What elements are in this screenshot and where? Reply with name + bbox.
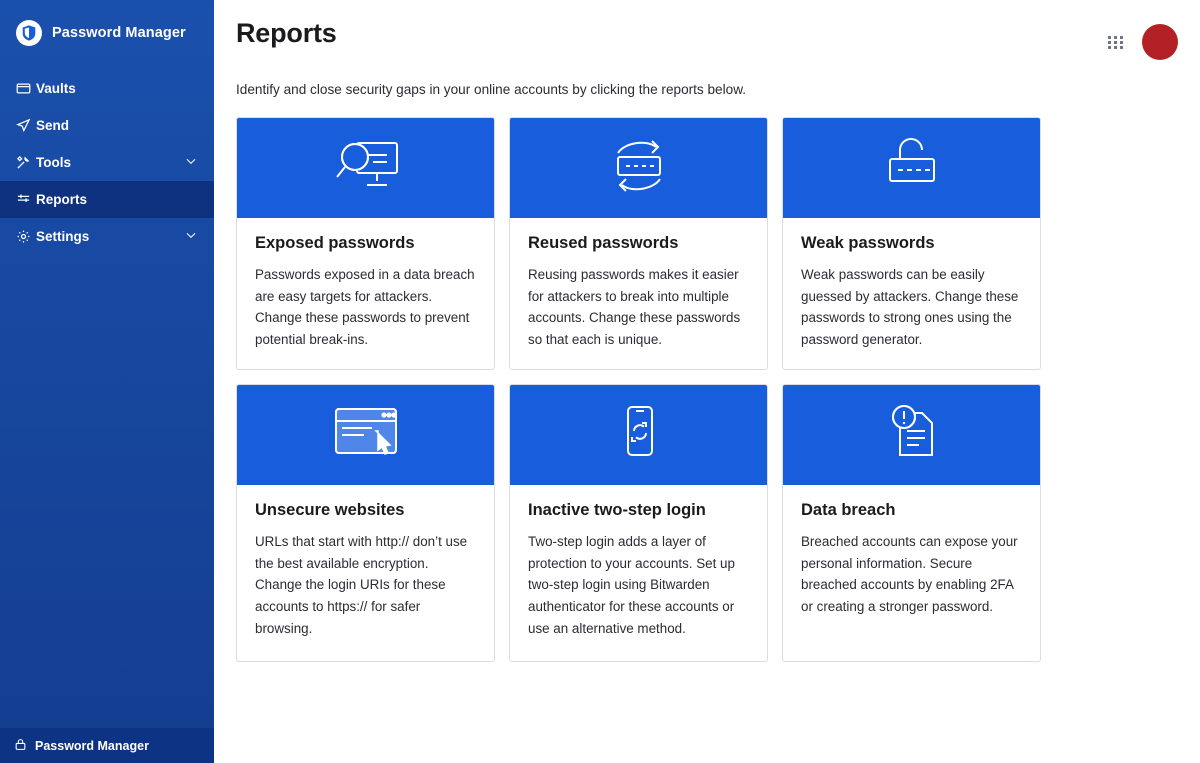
- main-content: [214, 0, 1200, 763]
- sidebar-item-vaults[interactable]: [0, 70, 214, 107]
- report-card-exposed-passwords[interactable]: [236, 117, 495, 370]
- card-text: Breached accounts can expose your personal information. Secure breached accounts by enabling 2FA or creating a stronger password.: [801, 533, 1018, 614]
- document-alert-icon: [876, 399, 948, 470]
- card-banner: [783, 118, 1040, 218]
- mobile-phone-refresh-icon: [609, 399, 669, 470]
- password-field-recycle-arrows-icon: [596, 135, 682, 202]
- card-body: [237, 218, 494, 369]
- apps-grid-icon[interactable]: [1108, 36, 1124, 49]
- card-body: [510, 218, 767, 369]
- card-text: Passwords exposed in a data breach are easy targets for attackers. Change these passwords to prevent potential break-ins.: [255, 267, 475, 348]
- vault-lock-icon: [16, 81, 36, 96]
- card-title: Inactive two-step login: [528, 500, 706, 519]
- sidebar-item-settings[interactable]: [0, 218, 214, 255]
- card-title: Exposed passwords: [255, 234, 415, 252]
- topbar: [214, 0, 1200, 72]
- chevron-down-icon: [184, 228, 198, 245]
- lock-icon: [14, 738, 27, 754]
- chevron-down-icon: [184, 154, 198, 171]
- reports-bars-icon: [16, 192, 36, 207]
- sidebar-footer-label: Password Manager: [35, 738, 149, 753]
- avatar[interactable]: [1142, 24, 1178, 60]
- magnifier-over-document-icon: [327, 135, 405, 202]
- card-title: Weak passwords: [801, 234, 935, 252]
- sidebar-item-send[interactable]: [0, 107, 214, 144]
- brand[interactable]: [0, 0, 214, 64]
- sidebar-product-switcher[interactable]: [0, 728, 214, 763]
- settings-gear-icon: [16, 229, 36, 244]
- report-card-data-breach[interactable]: [782, 384, 1041, 663]
- sidebar-item-label: Settings: [36, 229, 90, 244]
- bitwarden-shield-icon: [16, 20, 42, 46]
- sidebar-item-reports[interactable]: [0, 181, 214, 218]
- report-card-unsecure-websites[interactable]: [236, 384, 495, 663]
- card-body: [783, 485, 1040, 640]
- report-card-weak-passwords[interactable]: [782, 117, 1041, 370]
- card-body: [510, 485, 767, 662]
- page-subtitle: Identify and close security gaps in your online accounts by clicking the reports below.: [236, 82, 747, 97]
- card-banner: [237, 385, 494, 485]
- sidebar-item-label: Tools: [36, 155, 71, 170]
- brand-label: Password Manager: [52, 25, 186, 41]
- report-card-inactive-two-step-login[interactable]: [509, 384, 768, 663]
- card-title: Unsecure websites: [255, 500, 405, 519]
- card-body: [783, 218, 1040, 369]
- browser-window-cursor-icon: [320, 401, 412, 468]
- card-title: Data breach: [801, 500, 896, 519]
- reports-card-grid: [214, 97, 1200, 662]
- sidebar-item-label: Send: [36, 118, 70, 133]
- sidebar-item-tools[interactable]: [0, 144, 214, 181]
- open-padlock-password-icon: [872, 133, 952, 204]
- report-card-reused-passwords[interactable]: [509, 117, 768, 370]
- send-paper-plane-icon: [16, 118, 36, 133]
- card-text: URLs that start with http:// don’t use the best available encryption. Change the login URIs for these accounts to https:// for safer browsing.: [255, 533, 468, 636]
- card-text: Reusing passwords makes it easier for attackers to break into multiple accounts. Change these passwords so that each is unique.: [528, 267, 741, 348]
- sidebar-item-label: Reports: [36, 192, 88, 207]
- card-banner: [510, 385, 767, 485]
- card-banner: [783, 385, 1040, 485]
- page-title: Reports: [236, 18, 337, 48]
- sidebar: [0, 0, 214, 763]
- card-banner: [510, 118, 767, 218]
- card-title: Reused passwords: [528, 234, 679, 252]
- tools-wrench-icon: [16, 155, 36, 170]
- card-text: Weak passwords can be easily guessed by attackers. Change these passwords to strong ones using the password generator.: [801, 267, 1019, 348]
- sidebar-item-label: Vaults: [36, 81, 76, 96]
- card-body: [237, 485, 494, 662]
- sidebar-nav: [0, 70, 214, 255]
- card-text: Two-step login adds a layer of protection to your accounts. Set up two-step login using Bitwarden authenticator for these accounts or use an alternative method.: [528, 533, 735, 636]
- card-banner: [237, 118, 494, 218]
- topbar-actions: [1108, 18, 1178, 60]
